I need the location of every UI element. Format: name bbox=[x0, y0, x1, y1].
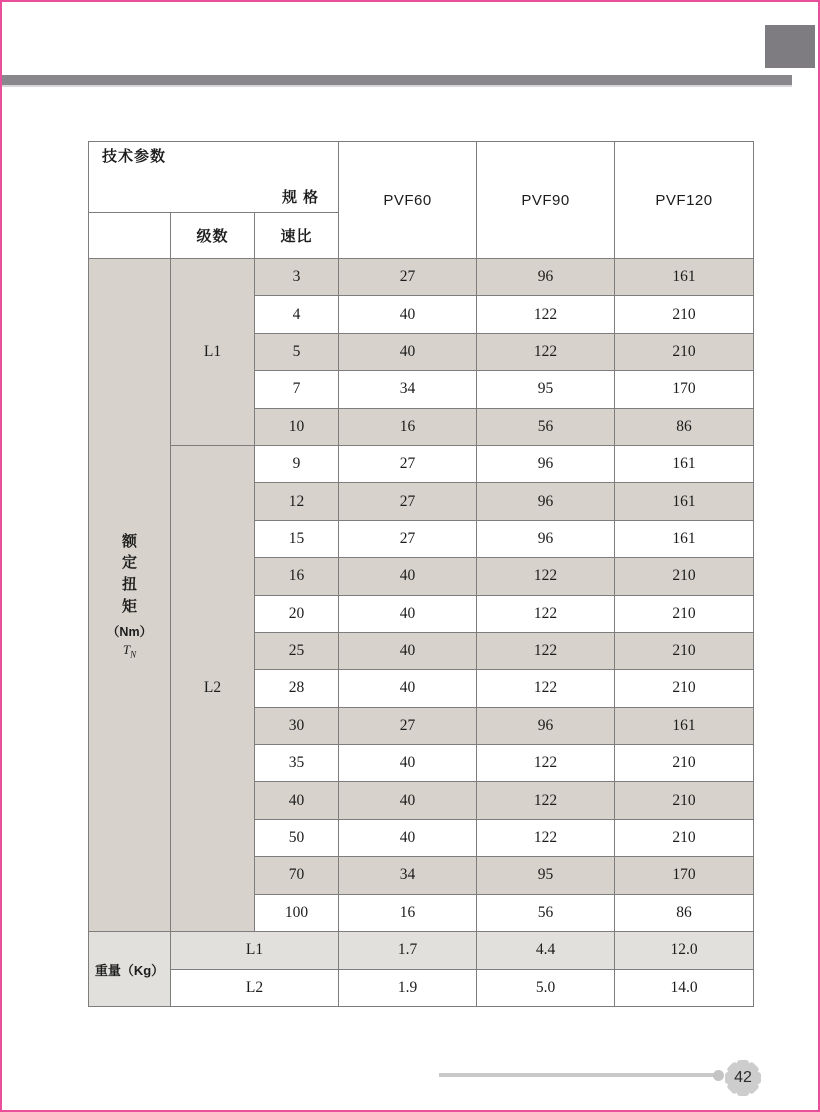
weight-row bbox=[89, 969, 754, 1007]
table-row bbox=[89, 445, 754, 482]
weight-value-cell: 4.4 bbox=[477, 932, 615, 970]
torque-label: 额定扭矩 bbox=[121, 532, 137, 615]
ratio-cell: 4 bbox=[255, 296, 339, 333]
value-cell: 27 bbox=[339, 520, 477, 557]
value-cell: 122 bbox=[477, 333, 615, 370]
value-cell: 122 bbox=[477, 819, 615, 856]
ratio-cell: 5 bbox=[255, 333, 339, 370]
value-cell: 40 bbox=[339, 782, 477, 819]
value-cell: 40 bbox=[339, 819, 477, 856]
weight-value-cell: 5.0 bbox=[477, 969, 615, 1007]
ratio-cell: 12 bbox=[255, 483, 339, 520]
corner-label-parameters: 技术参数 bbox=[102, 148, 167, 165]
value-cell: 122 bbox=[477, 670, 615, 707]
value-cell: 210 bbox=[615, 333, 754, 370]
value-cell: 122 bbox=[477, 595, 615, 632]
corner-square-decor bbox=[765, 25, 815, 68]
value-cell: 16 bbox=[339, 894, 477, 931]
value-cell: 27 bbox=[339, 445, 477, 482]
value-cell: 122 bbox=[477, 745, 615, 782]
weight-stage-cell: L2 bbox=[171, 969, 339, 1007]
value-cell: 210 bbox=[615, 745, 754, 782]
torque-label-cell bbox=[89, 259, 171, 932]
weight-row bbox=[89, 932, 754, 970]
value-cell: 16 bbox=[339, 408, 477, 445]
value-cell: 27 bbox=[339, 259, 477, 296]
column-header-pvf60: PVF60 bbox=[339, 142, 477, 259]
torque-symbol: $T_N$ bbox=[122, 641, 137, 660]
corner-label-spec: 规格 bbox=[282, 189, 325, 206]
value-cell: 122 bbox=[477, 558, 615, 595]
ratio-cell: 20 bbox=[255, 595, 339, 632]
value-cell: 86 bbox=[615, 408, 754, 445]
value-cell: 95 bbox=[477, 857, 615, 894]
value-cell: 40 bbox=[339, 558, 477, 595]
ratio-cell: 15 bbox=[255, 520, 339, 557]
value-cell: 27 bbox=[339, 707, 477, 744]
weight-value-cell: 14.0 bbox=[615, 969, 754, 1007]
ratio-cell: 16 bbox=[255, 558, 339, 595]
ratio-cell: 40 bbox=[255, 782, 339, 819]
value-cell: 170 bbox=[615, 371, 754, 408]
weight-label-cell bbox=[89, 932, 171, 1007]
ratio-cell: 9 bbox=[255, 445, 339, 482]
value-cell: 40 bbox=[339, 670, 477, 707]
value-cell: 56 bbox=[477, 894, 615, 931]
ratio-cell: 28 bbox=[255, 670, 339, 707]
table-row bbox=[89, 259, 754, 296]
ratio-cell: 100 bbox=[255, 894, 339, 931]
value-cell: 122 bbox=[477, 632, 615, 669]
ratio-cell: 7 bbox=[255, 371, 339, 408]
value-cell: 161 bbox=[615, 520, 754, 557]
value-cell: 122 bbox=[477, 296, 615, 333]
torque-unit: （Nm） bbox=[106, 624, 153, 639]
value-cell: 210 bbox=[615, 632, 754, 669]
value-cell: 56 bbox=[477, 408, 615, 445]
footer-rule bbox=[439, 1073, 719, 1077]
ratio-cell: 35 bbox=[255, 745, 339, 782]
value-cell: 122 bbox=[477, 782, 615, 819]
value-cell: 34 bbox=[339, 371, 477, 408]
stage-cell-l1: L1 bbox=[171, 259, 255, 446]
value-cell: 210 bbox=[615, 782, 754, 819]
page-number-badge bbox=[723, 1058, 763, 1098]
value-cell: 170 bbox=[615, 857, 754, 894]
value-cell: 96 bbox=[477, 483, 615, 520]
weight-value-cell: 1.7 bbox=[339, 932, 477, 970]
value-cell: 34 bbox=[339, 857, 477, 894]
value-cell: 210 bbox=[615, 670, 754, 707]
ratio-cell: 30 bbox=[255, 707, 339, 744]
value-cell: 161 bbox=[615, 483, 754, 520]
subheader-stage: 级数 bbox=[171, 213, 255, 259]
value-cell: 210 bbox=[615, 296, 754, 333]
value-cell: 40 bbox=[339, 296, 477, 333]
weight-value-cell: 12.0 bbox=[615, 932, 754, 970]
value-cell: 96 bbox=[477, 707, 615, 744]
value-cell: 40 bbox=[339, 745, 477, 782]
column-header-pvf120: PVF120 bbox=[615, 142, 754, 259]
value-cell: 210 bbox=[615, 558, 754, 595]
diagonal-header-cell bbox=[89, 142, 339, 213]
spec-table bbox=[88, 141, 754, 1007]
value-cell: 40 bbox=[339, 595, 477, 632]
page-number: 42 bbox=[734, 1069, 752, 1086]
value-cell: 96 bbox=[477, 520, 615, 557]
ratio-cell: 3 bbox=[255, 259, 339, 296]
weight-label: 重量（Kg） bbox=[94, 962, 165, 978]
value-cell: 210 bbox=[615, 819, 754, 856]
subheader-ratio: 速比 bbox=[255, 213, 339, 259]
value-cell: 40 bbox=[339, 632, 477, 669]
header-row-1 bbox=[89, 142, 754, 213]
value-cell: 161 bbox=[615, 259, 754, 296]
spec-table-wrapper bbox=[88, 141, 754, 1007]
value-cell: 86 bbox=[615, 894, 754, 931]
value-cell: 161 bbox=[615, 445, 754, 482]
column-header-pvf90: PVF90 bbox=[477, 142, 615, 259]
weight-value-cell: 1.9 bbox=[339, 969, 477, 1007]
empty-header-cell bbox=[89, 213, 171, 259]
value-cell: 40 bbox=[339, 333, 477, 370]
weight-stage-cell: L1 bbox=[171, 932, 339, 970]
ratio-cell: 10 bbox=[255, 408, 339, 445]
value-cell: 96 bbox=[477, 445, 615, 482]
stage-cell-l2: L2 bbox=[171, 445, 255, 931]
value-cell: 96 bbox=[477, 259, 615, 296]
ratio-cell: 70 bbox=[255, 857, 339, 894]
value-cell: 27 bbox=[339, 483, 477, 520]
value-cell: 161 bbox=[615, 707, 754, 744]
value-cell: 210 bbox=[615, 595, 754, 632]
ratio-cell: 25 bbox=[255, 632, 339, 669]
top-bar-decor bbox=[2, 75, 792, 87]
ratio-cell: 50 bbox=[255, 819, 339, 856]
value-cell: 95 bbox=[477, 371, 615, 408]
